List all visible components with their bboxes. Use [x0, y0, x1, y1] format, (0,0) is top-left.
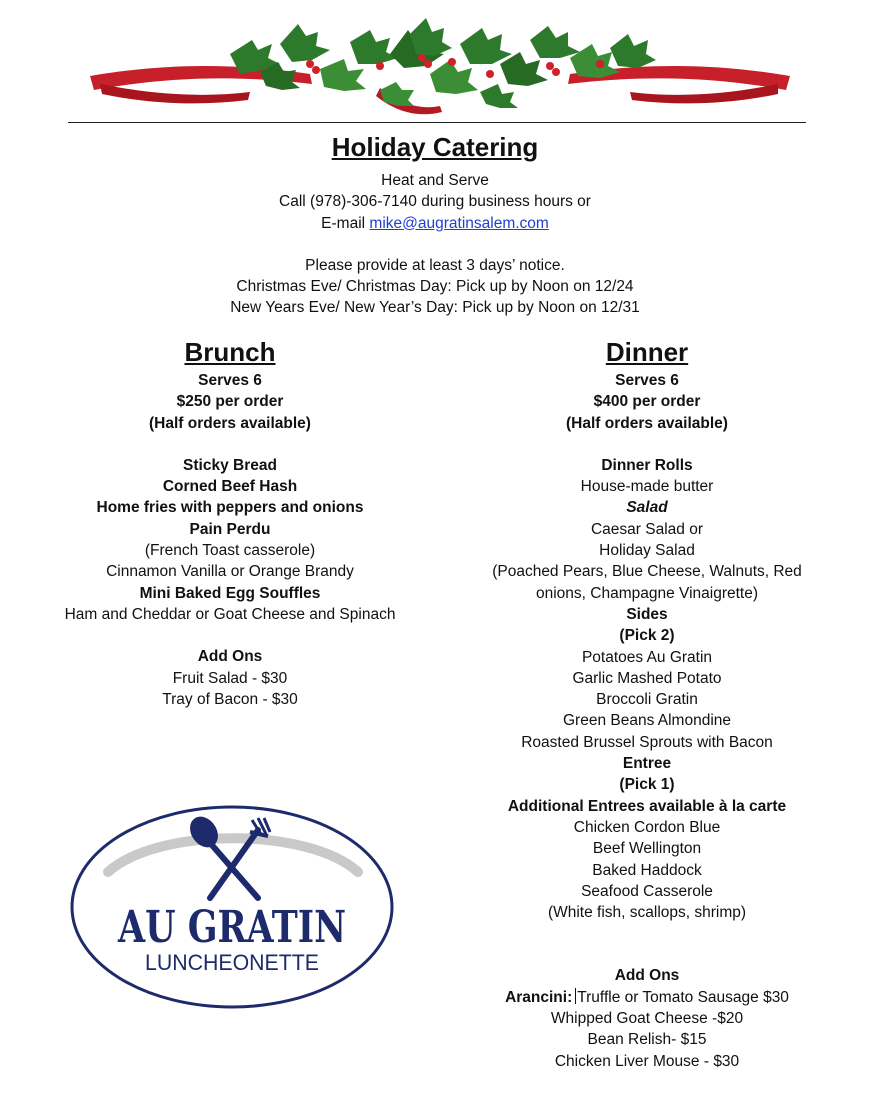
addon-item: Bean Relish- $15 [587, 1031, 707, 1049]
sides-pick: (Pick 2) [619, 627, 675, 645]
menu-item: Caesar Salad or [590, 520, 703, 538]
brunch-serves: Serves 6 [198, 372, 262, 389]
email-line [0, 213, 870, 234]
email-link[interactable]: mike@augratinsalem.com [369, 214, 549, 232]
entree-note: Additional Entrees available à la carte [507, 797, 787, 815]
entree-item-description: (White fish, scallops, shrimp) [547, 904, 747, 922]
arancini-value: Truffle or Tomato Sausage $30 [577, 988, 789, 1006]
dinner-addons-heading: Add Ons [614, 967, 680, 985]
email-prefix: E-mail [321, 214, 370, 232]
addon-item-arancini [472, 987, 822, 1008]
dinner-price: $400 per order [593, 393, 701, 411]
christmas-pickup-text: Christmas Eve/ Christmas Day: Pick up by Noon on 12/24 [236, 278, 634, 296]
entree-item: Chicken Cordon Blue [573, 818, 721, 836]
notice-text: Please provide at least 3 days’ notice. [305, 256, 565, 274]
dinner-column [472, 336, 822, 1072]
brunch-price: $250 per order [176, 393, 284, 411]
menu-item-description: Ham and Cheddar or Goat Cheese and Spinach [64, 605, 396, 623]
newyears-pickup-text: New Years Eve/ New Year’s Day: Pick up by Noon on 12/31 [230, 299, 640, 317]
addon-item: Whipped Goat Cheese -$20 [550, 1010, 744, 1028]
entree-pick: (Pick 1) [619, 776, 675, 794]
dinner-half-orders: (Half orders available) [566, 414, 728, 432]
sides-heading: Sides [626, 605, 668, 623]
entree-heading: Entree [622, 755, 672, 773]
addon-item: Fruit Salad - $30 [172, 669, 288, 687]
menu-item: Pain Perdu [189, 520, 271, 538]
addon-item: Chicken Liver Mouse - $30 [554, 1052, 740, 1070]
page-title: Holiday Catering [331, 132, 539, 162]
menu-item-description: onions, Champagne Vinaigrette) [535, 584, 759, 602]
entree-item: Beef Wellington [592, 840, 702, 858]
salad-heading: Salad [626, 499, 668, 517]
brunch-heading: Brunch [184, 337, 276, 367]
logo-brand-text: AU GRATIN [117, 902, 346, 953]
menu-item-description: House-made butter [580, 478, 714, 496]
menu-item-description: (Poached Pears, Blue Cheese, Walnuts, Red [492, 563, 802, 581]
heat-and-serve-text: Heat and Serve [381, 172, 489, 189]
brunch-addons-heading: Add Ons [197, 648, 263, 666]
side-item: Garlic Mashed Potato [572, 669, 722, 687]
side-item: Roasted Brussel Sprouts with Bacon [521, 733, 773, 751]
call-text: Call (978)-306-7140 during business hours or [279, 193, 591, 211]
entree-item: Baked Haddock [592, 861, 702, 879]
side-item: Potatoes Au Gratin [581, 648, 713, 666]
dinner-serves: Serves 6 [615, 372, 679, 389]
menu-item: Mini Baked Egg Souffles [139, 584, 321, 602]
menu-item-description: Cinnamon Vanilla or Orange Brandy [106, 563, 354, 581]
logo-sub-text: LUNCHEONETTE [145, 950, 319, 975]
arancini-label: Arancini: [505, 988, 573, 1006]
entree-item: Seafood Casserole [581, 882, 713, 900]
au-gratin-logo [68, 802, 396, 1012]
header-divider [68, 122, 806, 123]
catering-header [0, 130, 870, 319]
brunch-column [30, 336, 430, 710]
menu-item: Dinner Rolls [601, 456, 693, 474]
holly-garland-image [80, 14, 800, 122]
side-item: Broccoli Gratin [596, 691, 698, 709]
menu-item: Corned Beef Hash [162, 478, 298, 496]
menu-item-description: (French Toast casserole) [144, 542, 316, 560]
menu-item: Sticky Bread [183, 456, 277, 474]
menu-item: Holiday Salad [599, 542, 695, 560]
dinner-heading: Dinner [605, 337, 689, 367]
addon-item: Tray of Bacon - $30 [162, 690, 298, 708]
holly-leaves [230, 18, 656, 108]
brunch-half-orders: (Half orders available) [149, 414, 311, 432]
side-item: Green Beans Almondine [562, 712, 732, 730]
menu-item: Home fries with peppers and onions [96, 499, 364, 517]
